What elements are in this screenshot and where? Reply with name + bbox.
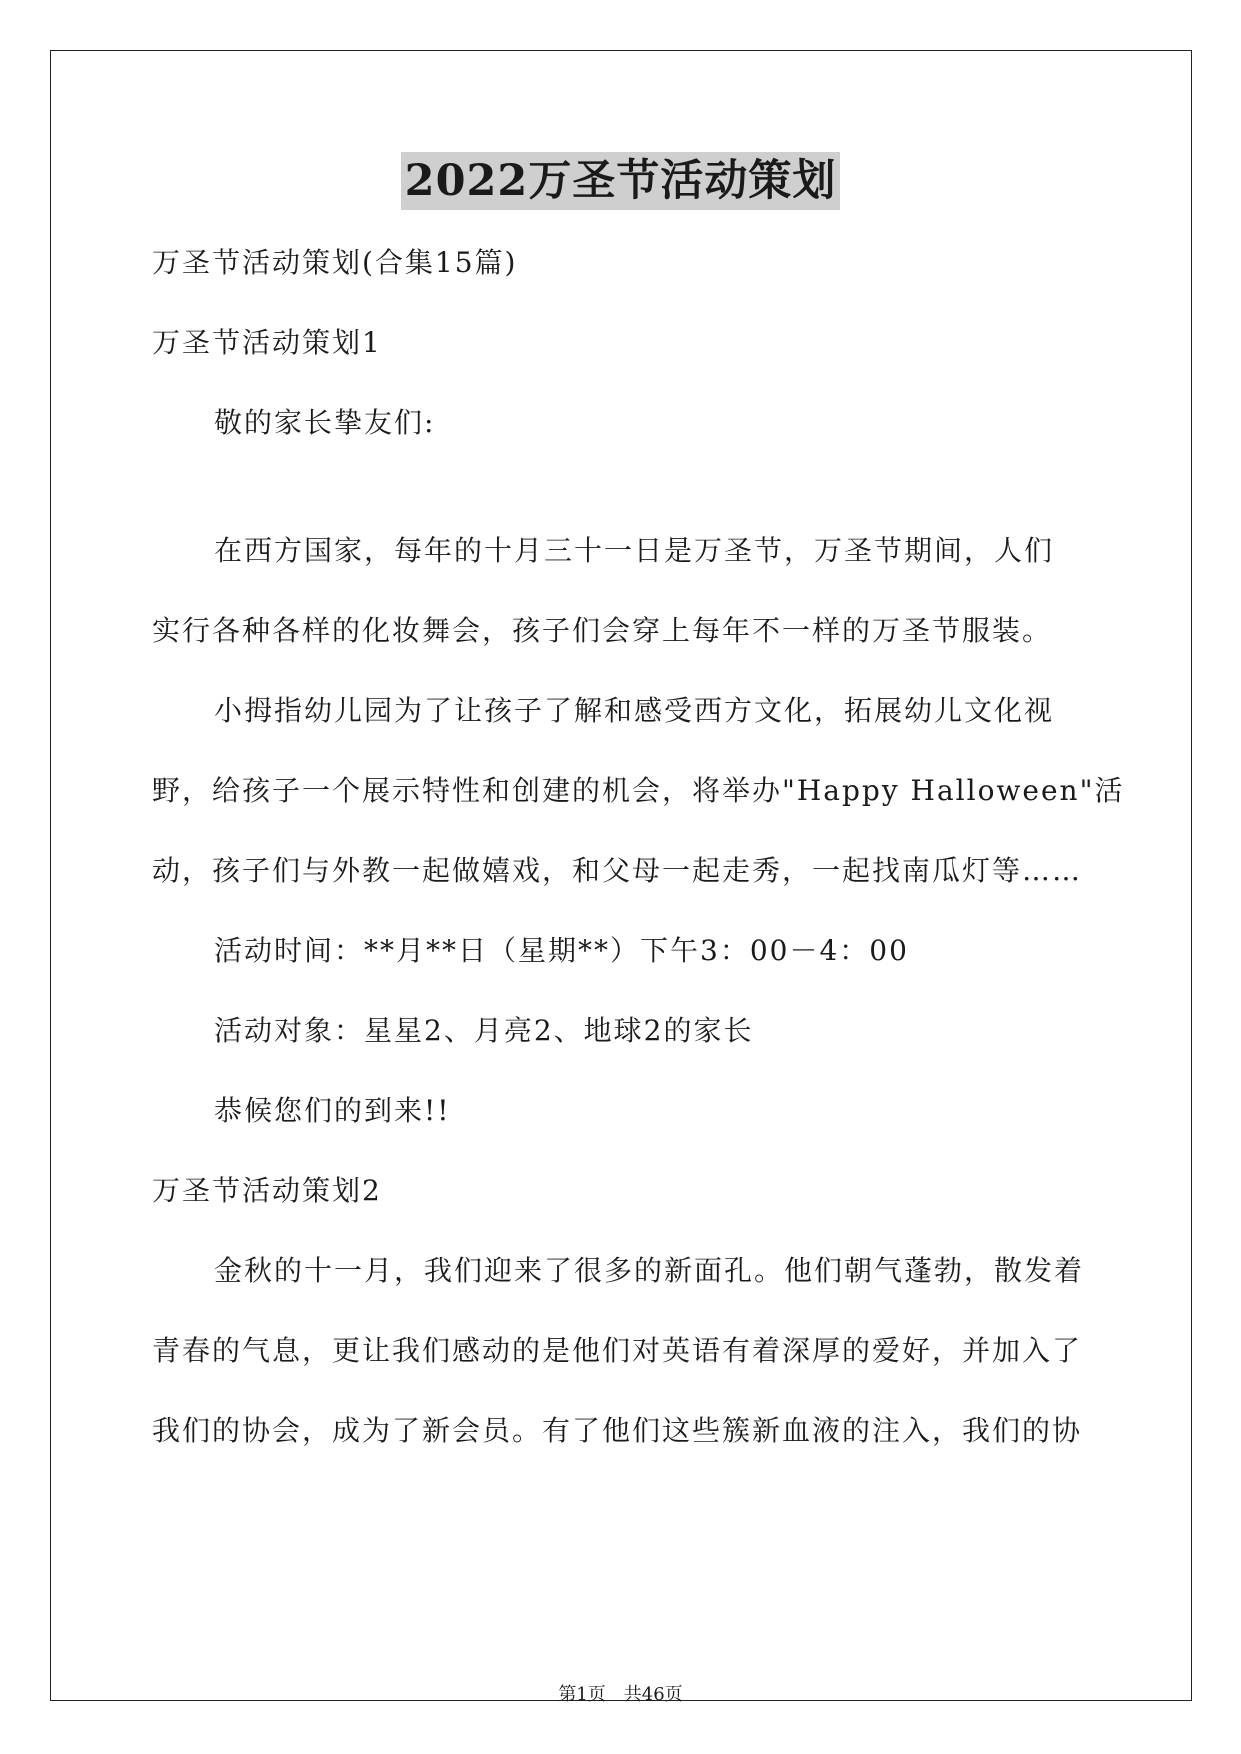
paragraph-line: 小拇指幼儿园为了让孩子了解和感受西方文化，拓展幼儿文化视 bbox=[214, 694, 1055, 727]
paragraph-line: 实行各种各样的化妆舞会，孩子们会穿上每年不一样的万圣节服装。 bbox=[152, 614, 1053, 647]
paragraph-line: 我们的协会，成为了新会员。有了他们这些簇新血液的注入，我们的协 bbox=[152, 1414, 1083, 1447]
title-container bbox=[0, 152, 1241, 210]
page-number-footer: 第1页 共46页 bbox=[558, 1684, 683, 1705]
paragraph-line: 在西方国家，每年的十月三十一日是万圣节，万圣节期间，人们 bbox=[214, 534, 1055, 567]
document-title: 2022万圣节活动策划 bbox=[401, 152, 841, 210]
activity-time: 活动时间：**月**日（星期**）下午3：00－4：00 bbox=[214, 934, 909, 967]
paragraph-line: 金秋的十一月，我们迎来了很多的新面孔。他们朝气蓬勃，散发着 bbox=[214, 1254, 1085, 1287]
paragraph-line: 青春的气息，更让我们感动的是他们对英语有着深厚的爱好，并加入了 bbox=[152, 1334, 1083, 1367]
salutation: 敬的家长挚友们: bbox=[214, 406, 436, 439]
paragraph-line: 动，孩子们与外教一起做嬉戏，和父母一起走秀，一起找南瓜灯等…… bbox=[152, 854, 1083, 887]
activity-audience: 活动对象：星星2、月亮2、地球2的家长 bbox=[214, 1014, 754, 1047]
closing-line: 恭候您们的到来!! bbox=[214, 1094, 451, 1127]
collection-heading: 万圣节活动策划(合集15篇) bbox=[152, 246, 518, 279]
section-heading-1: 万圣节活动策划1 bbox=[152, 326, 382, 359]
section-heading-2: 万圣节活动策划2 bbox=[152, 1174, 382, 1207]
paragraph-line: 野，给孩子一个展示特性和创建的机会，将举办"Happy Halloween"活 bbox=[152, 774, 1125, 807]
